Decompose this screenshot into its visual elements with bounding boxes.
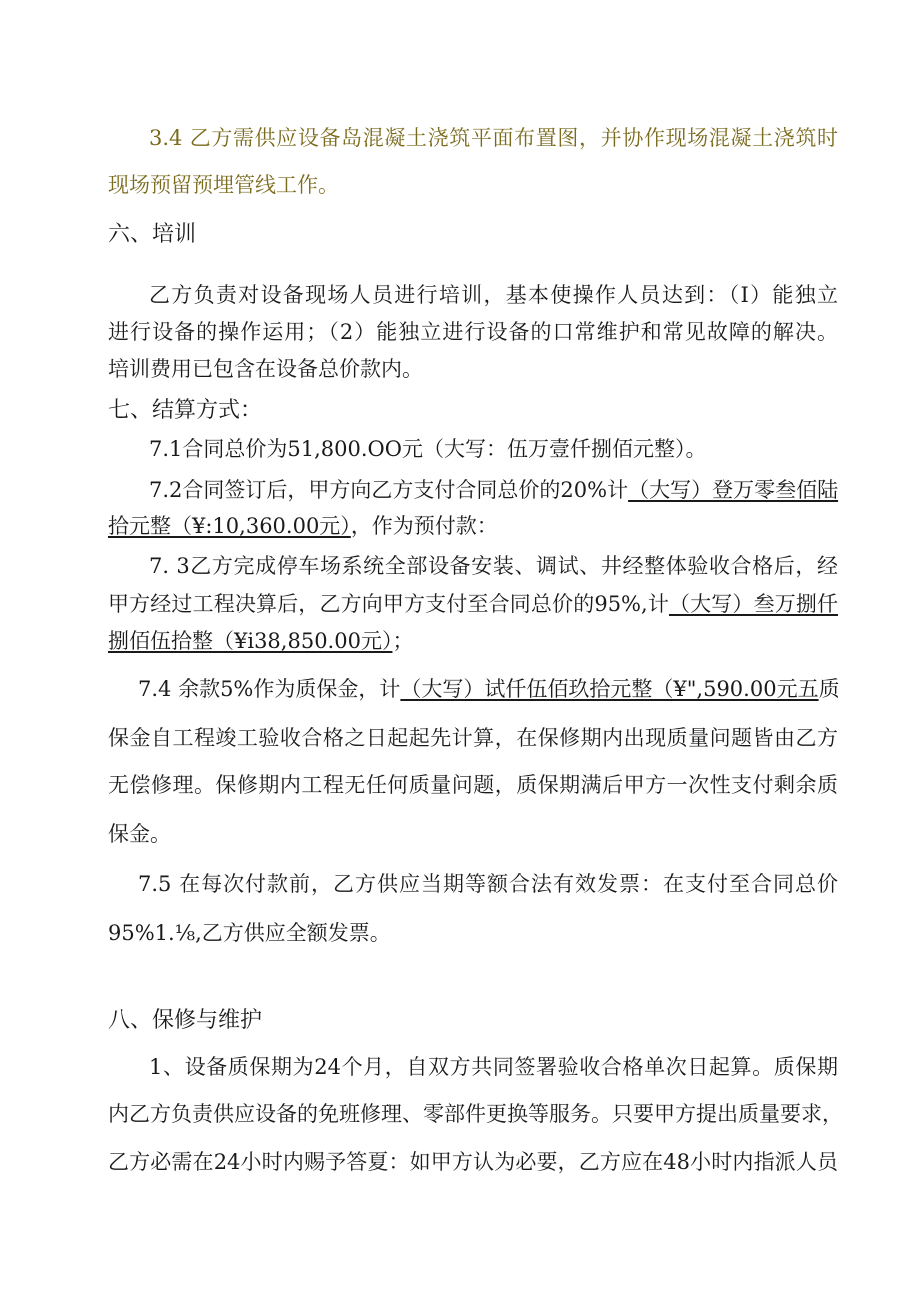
clause-7-2-line-1 — [149, 476, 838, 504]
section-8-line-1: 1、设备质保期为24个月，自双方共同签署验收合格单次日起算。质保期 — [149, 1055, 838, 1079]
clause-7-2-amount-figure: 拾元整（¥:10,360.00元） — [108, 514, 351, 538]
section-8-heading: 八、保修与维护 — [108, 1008, 263, 1033]
clause-7-4-line-1 — [138, 675, 838, 703]
section-8-line-3: 乙方必需在24小时内赐予答夏：如甲方认为必要，乙方应在48小时内指派人员 — [108, 1150, 838, 1174]
clause-7-4-line-2: 保金自工程竣工验收合格之日起起先计算，在保修期内出现质量问题皆由乙方 — [108, 726, 838, 750]
clause-7-5-line-2: 95%1.⅛,乙方供应全额发票。 — [108, 921, 391, 945]
clause-7-3-amount-words: （大写）叁万捌仟 — [668, 592, 838, 616]
clause-7-3-suffix: ； — [392, 629, 414, 653]
clause-7-3-line-2 — [108, 590, 838, 618]
clause-7-3-line-1: 7. 3乙方完成停车场系统全部设备安装、调试、井经整体验收合格后，经 — [149, 554, 838, 578]
clause-7-4-tail: 质 — [818, 677, 840, 701]
clause-3-4-line-1: 3.4 乙方需供应设备岛混凝土浇筑平面布置图，并协作现场混凝土浇筑时 — [149, 126, 838, 150]
section-8-line-2: 内乙方负责供应设备的免班修理、零部件更换等服务。只要甲方提出质量要求， — [108, 1102, 843, 1126]
section-6-line-1: 乙方负责对设备现场人员进行培训，基本使操作人员达到：（I）能独立 — [149, 283, 838, 307]
clause-3-4-line-2: 现场预留预埋管线工作。 — [108, 173, 339, 197]
clause-7-3-text: 甲方经过工程决算后，乙方向甲方支付至合同总价的95%,计 — [108, 592, 669, 616]
section-6-line-2: 进行设备的操作运用；（2）能独立进行设备的口常维护和常见故障的解决。 — [108, 320, 838, 344]
clause-7-2-text: 7.2合同签订后，甲方向乙方支付合同总价的20%计 — [149, 478, 629, 502]
clause-7-2-amount-words: （大写）登万零叁佰陆 — [628, 478, 839, 502]
clause-7-2-line-2 — [108, 512, 838, 540]
clause-7-4-line-4: 保金。 — [108, 822, 171, 846]
clause-7-3-amount-figure: 捌佰伍拾整（¥i38,850.00元） — [108, 629, 393, 653]
section-6-line-3: 培训费用已包含在设备总价款内。 — [108, 357, 423, 381]
clause-7-2-suffix: ，作为预付款： — [350, 514, 498, 538]
clause-7-1: 7.1合同总价为51,800.OO元（大写：伍万壹仟捌佰元整）。 — [149, 437, 707, 461]
clause-7-4-text: 7.4 余款5%作为质保金，计 — [138, 677, 401, 701]
clause-7-5-line-1: 7.5 在每次付款前，乙方供应当期等额合法有效发票：在支付至合同总价 — [138, 872, 838, 896]
clause-7-4-amount: （大写）试仟伍佰玖拾元整（¥",590.00元五 — [400, 677, 819, 701]
section-6-heading: 六、培训 — [108, 222, 197, 247]
section-7-heading: 七、结算方式： — [108, 398, 263, 423]
clause-7-3-line-3 — [108, 627, 838, 655]
clause-7-4-line-3: 无偿修理。保修期内工程无任何质量问题，质保期满后甲方一次性支付剩余质 — [108, 773, 838, 797]
